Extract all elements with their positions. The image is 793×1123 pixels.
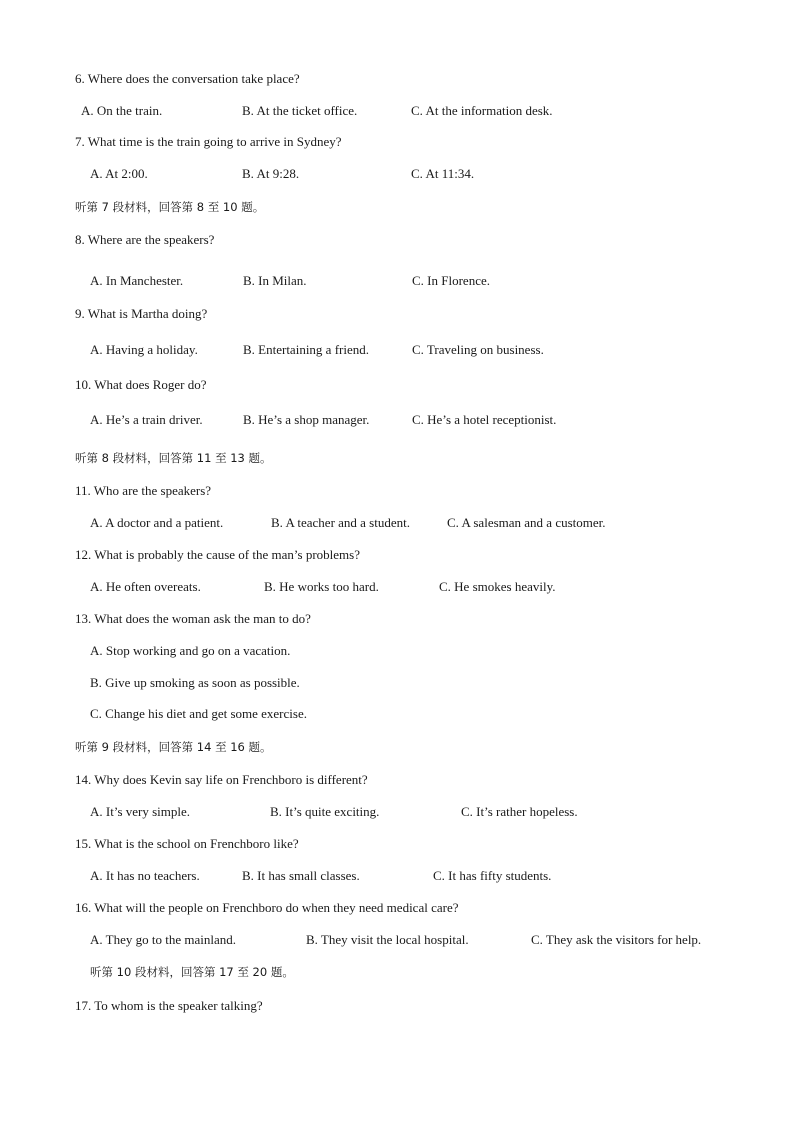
q11-option-b: B. A teacher and a student.	[271, 515, 410, 530]
section-header-7: 听第 7 段材料，回答第 8 至 10 题。	[75, 200, 265, 214]
question-10: 10. What does Roger do?	[75, 377, 207, 392]
question-15: 15. What is the school on Frenchboro like?	[75, 836, 299, 851]
q7-option-c: C. At 11:34.	[411, 166, 475, 181]
q14-option-c: C. It’s rather hopeless.	[461, 804, 578, 819]
q13-option-b: B. Give up smoking as soon as possible.	[90, 675, 300, 690]
q9-option-c: C. Traveling on business.	[412, 342, 544, 357]
q9-option-a: A. Having a holiday.	[90, 342, 198, 357]
q6-option-b: B. At the ticket office.	[242, 103, 358, 118]
question-7: 7. What time is the train going to arrive in Sydney?	[75, 134, 342, 149]
q16-option-a: A. They go to the mainland.	[90, 932, 236, 947]
q16-option-c: C. They ask the visitors for help.	[531, 932, 702, 947]
q13-option-a: A. Stop working and go on a vacation.	[90, 643, 291, 658]
q15-option-c: C. It has fifty students.	[433, 868, 552, 883]
q14-option-b: B. It’s quite exciting.	[270, 804, 380, 819]
q15-option-a: A. It has no teachers.	[90, 868, 200, 883]
question-9: 9. What is Martha doing?	[75, 306, 208, 321]
question-16: 16. What will the people on Frenchboro do when they need medical care?	[75, 900, 459, 915]
q12-option-b: B. He works too hard.	[264, 579, 379, 594]
section-header-10: 听第 10 段材料，回答第 17 至 20 题。	[90, 965, 294, 979]
q7-option-a: A. At 2:00.	[90, 166, 148, 181]
question-14: 14. Why does Kevin say life on Frenchboro is different?	[75, 772, 368, 787]
q13-option-c: C. Change his diet and get some exercise.	[90, 706, 307, 721]
q14-option-a: A. It’s very simple.	[90, 804, 191, 819]
q12-option-c: C. He smokes heavily.	[439, 579, 556, 594]
q10-option-b: B. He’s a shop manager.	[243, 412, 370, 427]
section-header-8: 听第 8 段材料，回答第 11 至 13 题。	[75, 451, 272, 465]
q6-option-c: C. At the information desk.	[411, 103, 553, 118]
q12-option-a: A. He often overeats.	[90, 579, 201, 594]
q11-option-c: C. A salesman and a customer.	[447, 515, 606, 530]
question-8: 8. Where are the speakers?	[75, 232, 215, 247]
q11-option-a: A. A doctor and a patient.	[90, 515, 224, 530]
question-13: 13. What does the woman ask the man to do?	[75, 611, 311, 626]
q9-option-b: B. Entertaining a friend.	[243, 342, 369, 357]
q8-option-b: B. In Milan.	[243, 273, 307, 288]
q7-option-b: B. At 9:28.	[242, 166, 300, 181]
question-12: 12. What is probably the cause of the man’s problems?	[75, 547, 360, 562]
q10-option-a: A. He’s a train driver.	[90, 412, 203, 427]
q10-option-c: C. He’s a hotel receptionist.	[412, 412, 557, 427]
q6-option-a: A. On the train.	[81, 103, 163, 118]
question-6: 6. Where does the conversation take place?	[75, 71, 300, 86]
q8-option-a: A. In Manchester.	[90, 273, 184, 288]
q16-option-b: B. They visit the local hospital.	[306, 932, 469, 947]
question-11: 11. Who are the speakers?	[75, 483, 212, 498]
q15-option-b: B. It has small classes.	[242, 868, 360, 883]
q8-option-c: C. In Florence.	[412, 273, 490, 288]
question-17: 17. To whom is the speaker talking?	[75, 998, 263, 1013]
section-header-9: 听第 9 段材料，回答第 14 至 16 题。	[75, 740, 272, 754]
